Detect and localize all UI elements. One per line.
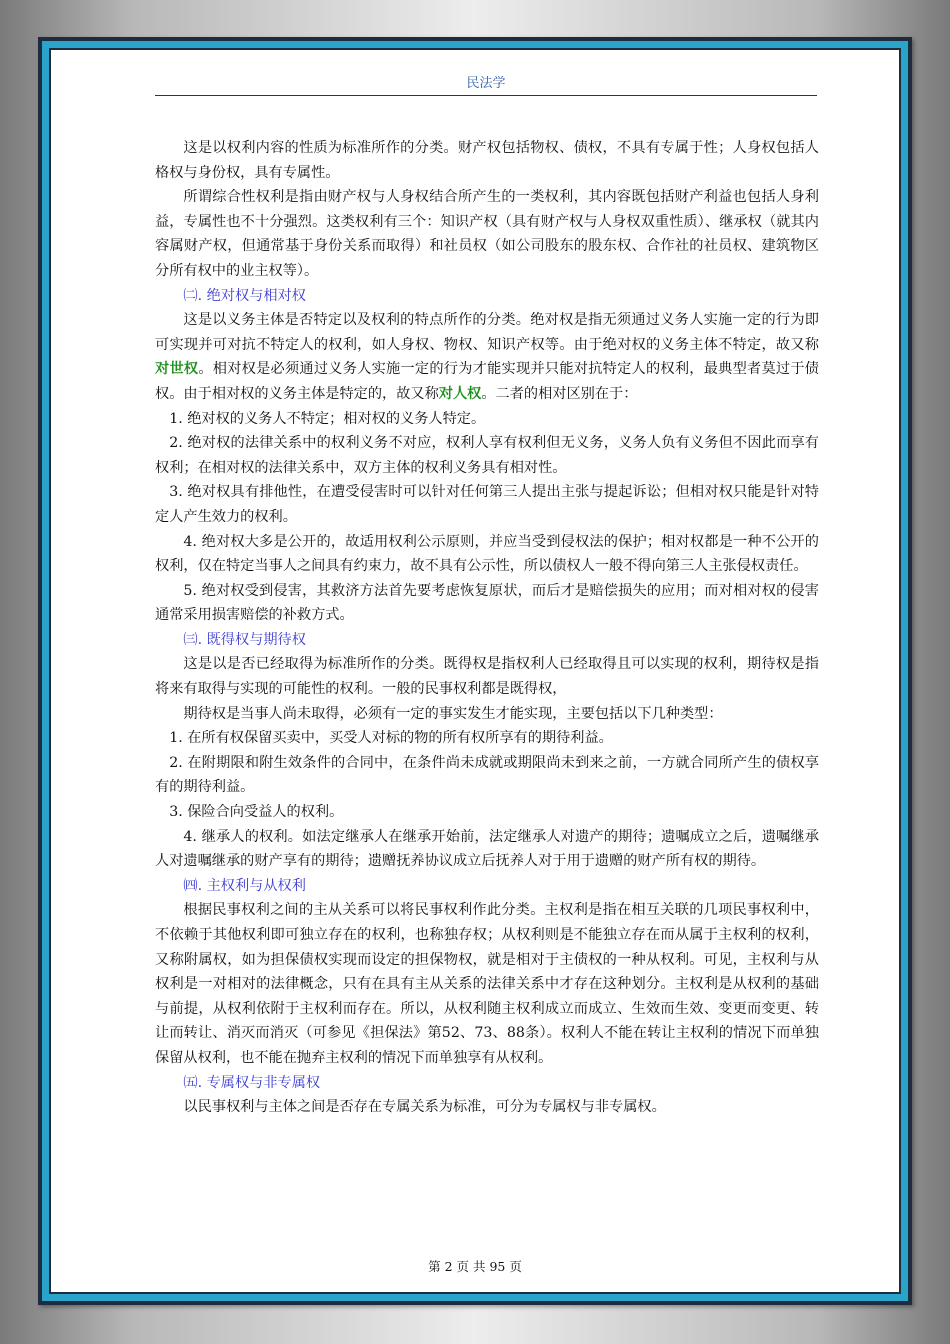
list-item: 4. 继承人的权利。如法定继承人在继承开始前，法定继承人对遗产的期待；遗嘱成立之后，遗嘱继承人对遗嘱继承的财产享有的期待；遗赠抚养协议成立后抚养人对于用于遗赠的财产所有权的期待。 xyxy=(155,828,819,870)
paragraph: 以民事权利与主体之间是否存在专属关系为标准，可分为专属权与非专属权。 xyxy=(183,1099,666,1116)
text-run: 这是以义务主体是否特定以及权利的特点所作的分类。绝对权是指无须通过义务人实施一定的行为即可实现并可对抗不特定人的权利，如人身权、物权、知识产权等。由于绝对权的义务主体不特定，故又称 xyxy=(155,312,819,353)
document-body xyxy=(155,136,819,1120)
list-item: 2. 在附期限和附生效条件的合同中，在条件尚未成就或期限尚未到来之前，一方就合同所产生的债权享有的期待利益。 xyxy=(155,754,819,796)
list-item: 4. 绝对权大多是公开的，故适用权利公示原则，并应当受到侵权法的保护；相对权都是一种不公开的权利，仅在特定当事人之间具有约束力，故不具有公示性，所以债权人一般不得向第三人主张侵权责任。 xyxy=(155,533,819,575)
highlighted-term: 对人权 xyxy=(438,385,482,402)
list-item: 2. 绝对权的法律关系中的权利义务不对应，权利人享有权利但无义务，义务人负有义务但不因此而享有权利；在相对权的法律关系中，双方主体的权利义务具有相对性。 xyxy=(155,435,819,476)
highlighted-term: 对世权 xyxy=(155,361,199,378)
section-heading: ㈢. 既得权与期待权 xyxy=(183,631,306,648)
paragraph: 根据民事权利之间的主从关系可以将民事权利作此分类。主权利是指在相互关联的几项民事权利中，不依赖于其他权利即可独立存在的权利，也称独存权；从权利则是不能独立存在而从属于主权利的权利，又称附属权，如为担保债权实现而设定的担保物权，就是相对于主债权的一种从权利。可见，主权利与从权利是一对相对的法律概念，只有在具有主从关系的法律关系中才存在这种划分。主权利是从权利的基础与前提，从权利依附于主权利而存在。所以，从权利随主权利成立而成立、生效而生效、变更而变更、转让而转让、消灭而消灭（可参见《担保法》第52、73、88条）。权利人不能在转让主权利的情况下而单独保留从权利，也不能在抛弃主权利的情况下而单独享有从权利。 xyxy=(155,902,819,1066)
section-heading: ㈣. 主权利与从权利 xyxy=(183,877,306,894)
text-run: 。二者的相对区别在于： xyxy=(481,385,638,402)
page-footer: 第 2 页 共 95 页 xyxy=(428,1259,522,1274)
section-heading: ㈤. 专属权与非专属权 xyxy=(183,1074,321,1091)
section-heading: ㈡. 绝对权与相对权 xyxy=(183,287,306,304)
list-item: 1. 在所有权保留买卖中，买受人对标的物的所有权所享有的期待利益。 xyxy=(169,730,613,747)
list-item: 3. 保险合向受益人的权利。 xyxy=(169,804,344,821)
text-run: 。相对权是必须通过义务人实施一定的行为才能实现并只能对抗特定人的权利，最典型者莫过于债权。由于相对权的义务主体是特定的，故又称 xyxy=(155,361,819,402)
paragraph xyxy=(155,308,819,406)
page-border xyxy=(42,41,908,1301)
page-frame xyxy=(38,37,912,1305)
document-page xyxy=(49,48,901,1294)
list-item: 1. 绝对权的义务人不特定；相对权的义务人特定。 xyxy=(169,410,486,427)
paragraph: 这是以是否已经取得为标准所作的分类。既得权是指权利人已经取得且可以实现的权利，期待权是指将来有取得与实现的可能性的权利。一般的民事权利都是既得权， xyxy=(155,656,819,698)
paragraph: 所谓综合性权利是指由财产权与人身权结合所产生的一类权利，其内容既包括财产利益也包括人身利益，专属性也不十分强烈。这类权利有三个：知识产权（具有财产权与人身权双重性质）、继承权（就其内容属财产权，但通常基于身份关系而取得）和社员权（如公司股东的股东权、合作社的社员权、建筑物区分所有权中的业主权等）。 xyxy=(155,189,819,279)
list-item: 3. 绝对权具有排他性，在遭受侵害时可以针对任何第三人提出主张与提起诉讼；但相对权只能是针对特定人产生效力的权利。 xyxy=(155,484,819,525)
paragraph: 期待权是当事人尚未取得，必须有一定的事实发生才能实现，主要包括以下几种类型： xyxy=(183,705,723,722)
page-header: 民法学 xyxy=(155,72,817,96)
paragraph: 这是以权利内容的性质为标准所作的分类。财产权包括物权、债权，不具有专属于性；人身权包括人格权与身份权，具有专属性。 xyxy=(155,140,819,181)
list-item: 5. 绝对权受到侵害，其救济方法首先要考虑恢复原状，而后才是赔偿损失的应用；而对相对权的侵害通常采用损害赔偿的补救方式。 xyxy=(155,582,819,624)
